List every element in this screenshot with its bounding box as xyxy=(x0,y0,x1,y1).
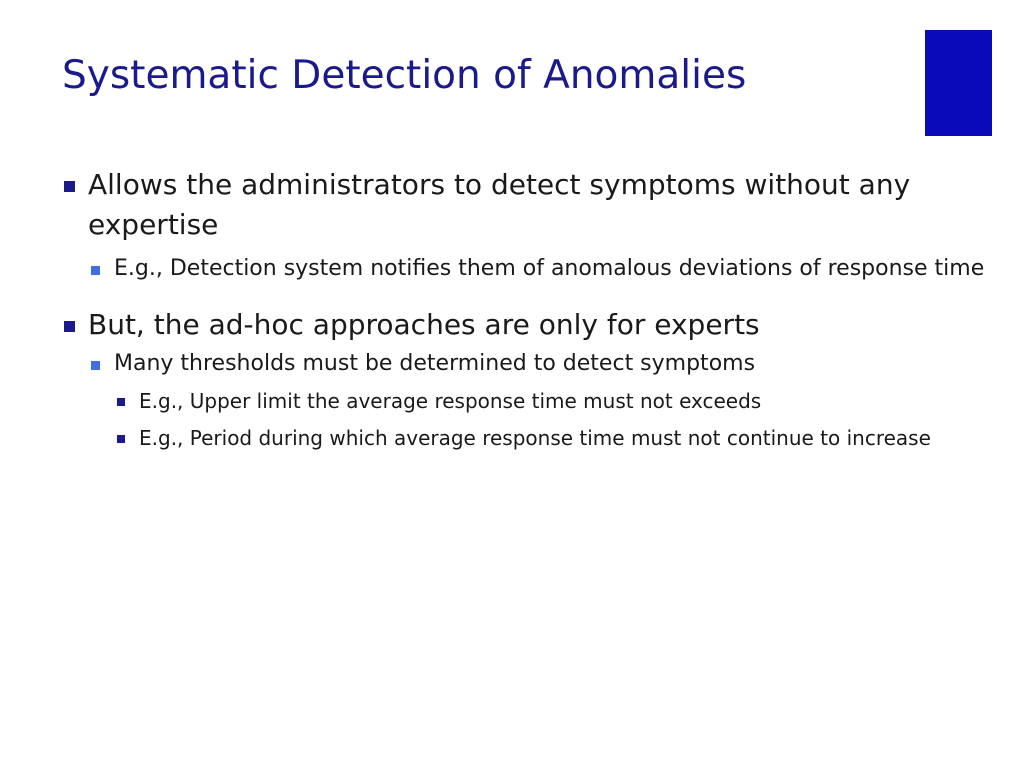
square-bullet-icon xyxy=(64,181,75,192)
square-bullet-icon xyxy=(64,321,75,332)
bullet-list xyxy=(62,165,992,454)
sub-sub-bullet-text: E.g., Upper limit the average response time must not exceeds xyxy=(139,389,762,413)
square-bullet-icon xyxy=(117,435,125,443)
bullet-text: But, the ad-hoc approaches are only for experts xyxy=(88,308,760,341)
sub-bullet-text: E.g., Detection system notifies them of anomalous deviations of response time xyxy=(114,256,985,281)
sub-sub-bullet-item xyxy=(114,423,992,454)
square-bullet-icon xyxy=(91,266,100,275)
corner-accent-block xyxy=(925,30,992,136)
sub-bullet-text: Many thresholds must be determined to detect symptoms xyxy=(114,351,756,376)
bullet-item xyxy=(62,305,992,345)
square-bullet-icon xyxy=(117,398,125,406)
sub-sub-bullet-text: E.g., Period during which average response time must not continue to increase xyxy=(139,426,931,450)
square-bullet-icon xyxy=(91,361,100,370)
sub-bullet-item xyxy=(88,347,992,380)
sub-sub-bullet-item xyxy=(114,386,992,417)
slide-title: Systematic Detection of Anomalies xyxy=(62,53,747,98)
bullet-text: Allows the administrators to detect symptoms without any expertise xyxy=(88,168,911,241)
sub-bullet-item xyxy=(88,252,992,285)
bullet-item xyxy=(62,165,992,245)
